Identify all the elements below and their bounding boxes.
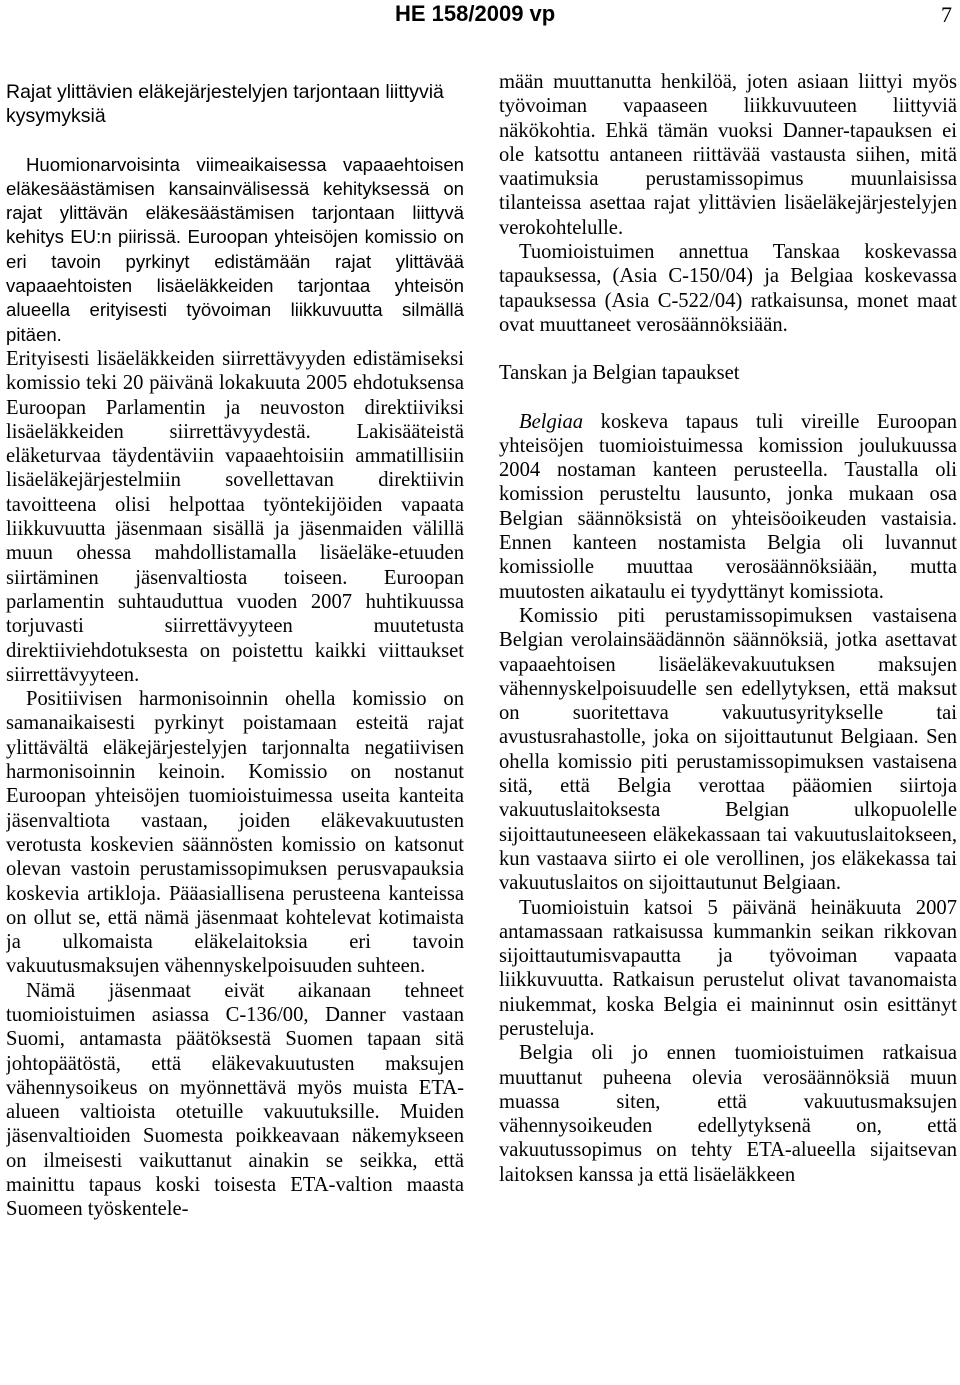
left-column (6, 80, 464, 1385)
paragraph-portability: Erityisesti lisäeläkkeiden siirrettävyyden edistämiseksi komissio teki 20 päivänä lokakuuta 2005 ehdotuksensa Euroopan Parlamentin ja neuvoston direktiiviksi lisäeläkkeiden siirrettävyydestä. Lakisääteistä eläketurvaa täydentäviin vapaaehtoisiin ammatillisiin lisäeläkejärjestelmiin sovellettavan direktiivin tavoitteena olisi helpottaa työntekijöiden vapaata liikkuvuutta jäsenmaan sisällä ja jäsenmaiden välillä muun ohessa mahdollistamalla lisäeläke-etuuden siirtäminen jäsenvaltiosta toiseen. Euroopan parlamentin suhtauduttua vuoden 2007 huhtikuussa torjuvasti siirrettävyyteen muutetusta direktiiviehdotuksesta on poistettu kaikki viittaukset siirrettävyyteen. (6, 347, 464, 686)
paragraph-belgium-changes: Belgia oli jo ennen tuomioistuimen ratkaisua muuttanut puheena olevia verosäännöksiä muun muassa siten, että vakuutusmaksujen vähennysoikeuden edellytyksenä on, että vakuutussopimus on tehty ETA-alueella sijaitsevan laitoksen kanssa ja että lisäeläkkeen (499, 1042, 957, 1186)
paragraph-court-rulings: Tuomioistuimen annettua Tanskaa koskevassa tapauksessa, (Asia C-150/04) ja Belgiaa koskevassa tapauksessa (Asia C-522/04) ratkaisunsa, monet maat ovat muuttaneet verosäännöksiään. (499, 241, 957, 336)
document-id: HE 158/2009 vp (395, 1, 556, 26)
paragraph-danner: Nämä jäsenmaat eivät aikanaan tehneet tuomioistuimen asiassa C-136/00, Danner vastaan Suomi, antamasta päätöksestä Suomen tapaan sitä johtopäätöstä, että eläkevakuutusten maksujen vähennysoikeus on myönnettävä myös muista ETA-alueen valtioista otetuille vakuutuksille. Muiden jäsenvaltioiden Suomesta poikkeavaan näkemykseen on ilmeisesti vaikuttanut ainakin se seikka, että mainittu tapaus koski toisesta ETA-valtion maasta Suomeen työskentele- (6, 979, 464, 1221)
paragraph-continuation: mään muuttanutta henkilöä, joten asiaan liittyi myös työvoiman vapaaseen liikkuvuuteen liittyviä näkökohtia. Ehkä tämän vuoksi Danner-tapauksen ei ole katsottu antaneen riittävää vastausta siihen, mitä vaatimuksia perustamissopimus muunlaisissa tilanteissa asettaa rajat ylittävien lisäeläkejärjestelyjen verokohtelulle. (499, 71, 957, 239)
subheading-cases: Tanskan ja Belgian tapaukset (499, 362, 740, 385)
belgium-italic: Belgiaa (519, 410, 584, 433)
spacer (499, 337, 957, 361)
paragraph-belgium-case (499, 410, 957, 604)
paragraph-commission-view: Komissio piti perustamissopimuksen vastaisena Belgian verolainsäädännön säännöksiä, jotka asettavat vapaaehtoisen lisäeläkevakuutuksen maksujen vähennyskelpoisuudelle sen edellytyksen, että maksut on suoritettava vakuutusyritykselle tai avustusrahastolle, joka on sijoittautunut Belgiaan. Sen ohella komissio piti perustamissopimuksen vastaisena sitä, että Belgia verottaa pääomien siirtoja vakuutuslaitoksesta Belgian ulkopuolelle sijoittautuneeseen eläkekassaan tai vakuutuslaitokseen, kun vastaava siirto ei ole verollinen, jos eläkekassa tai vakuutuslaitos on sijoittautunut Belgiaan. (499, 604, 957, 895)
section-heading: Rajat ylittävien eläkejärjestelyjen tarjontaan liittyviä kysymyksiä (6, 81, 444, 128)
paragraph-court-decision: Tuomioistuin katsoi 5 päivänä heinäkuuta 2007 antamassaan ratkaisussa kummankin seikan rikkovan sijoittautumisvapautta ja työvoiman vapaata liikkuvuutta. Ratkaisun perustelut olivat tavanomaista niukemmat, koska Belgia ei maininnut osin esittänyt perusteluja. (499, 896, 957, 1040)
paragraph-commission-text: Euroopan yhteisöjen komissio on eri tavoin pyrkinyt edistämään rajat ylittävää vapaaehtoisten lisäeläkkeiden tarjontaa yhteisön alueella erityisesti työvoiman liikkuvuutta silmällä pitäen. (6, 226, 464, 345)
paragraph-intro-text: Huomionarvoisinta viimeaikaisessa vapaaehtoisen eläkesäästämisen kansainvälisessä kehityksessä on rajat ylittävän eläkesäästämisen tarjontaan liittyvä kehitys EU:n piirissä. (6, 153, 464, 248)
right-column (499, 70, 957, 1375)
paragraph-harmonisation: Positiivisen harmonisoinnin ohella komissio on samanaikaisesti pyrkinyt poistamaan esteitä rajat ylittävältä eläkejärjestelyjen tarjonnalta negatiivisen harmonisoinnin keinoin. Komissio on nostanut Euroopan yhteisöjen tuomioistuimessa useita kanteita jäsenvaltiota vastaan, joiden eläkevakuutusten verotusta koskevien säännösten komissio on katsonut olevan vastoin perustamissopimuksen perusvapauksia koskevia artikloja. Pääasiallisena perusteena kanteissa on ollut se, että nämä jäsenmaat kohtelevat kotimaista ja ulkomaista eläkelaitoksia eri tavoin vakuutusmaksujen vähennyskelpoisuuden suhteen. (6, 688, 464, 978)
page-header (0, 0, 960, 40)
paragraph-belgium-case-text: koskeva tapaus tuli vireille Euroopan yhteisöjen tuomioistuimessa komission joulukuussa 2004 nostaman kanteen perusteella. Taustalla oli komission perusteltu lausunto, jonka mukaan osa Belgian säännöksistä on yhteisöoikeuden vastaisia. Ennen kanteen nostamista Belgia oli luvannut komissiolle muuttaa verosäännöksiään, mutta muutosten aikataulu ei tyydyttänyt komissiota. (499, 410, 957, 603)
paragraph-intro (6, 153, 464, 347)
page-number: 7 (941, 2, 952, 27)
